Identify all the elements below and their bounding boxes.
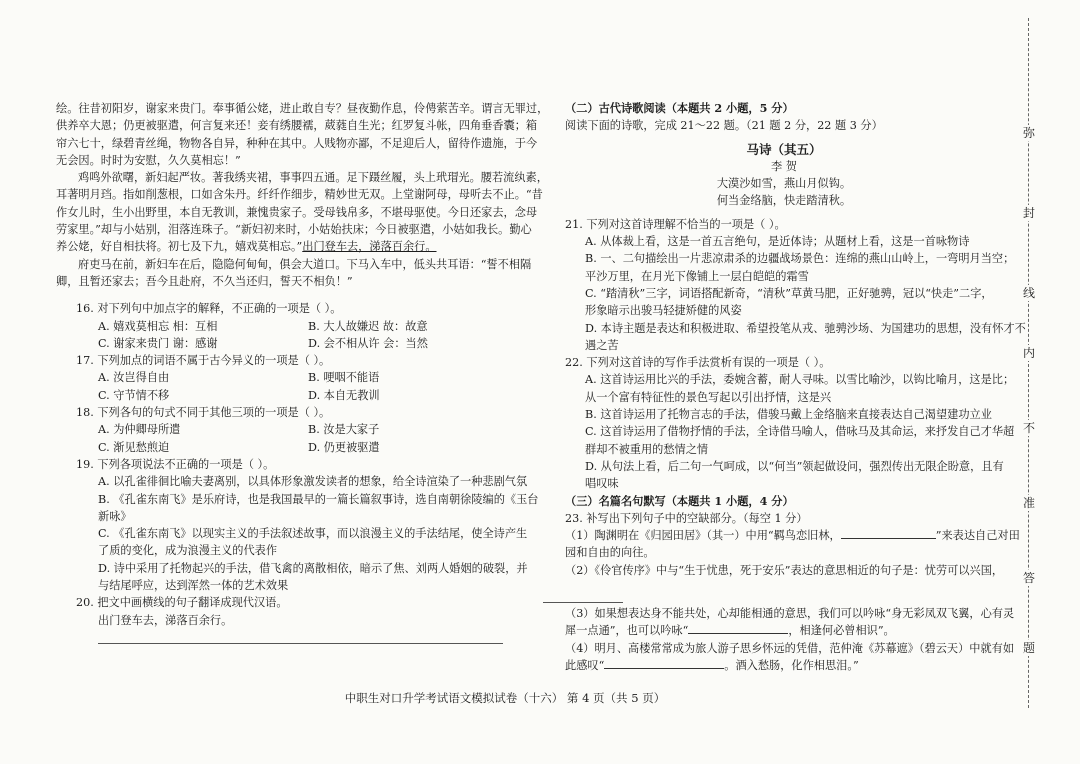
passage-line: 无会因。时时为安慰，久久莫相忘！” — [56, 153, 241, 167]
fill-line — [565, 622, 1003, 639]
passage-text: 养公姥，好自相扶将。初七及下九，嬉戏莫相忘。” — [56, 240, 303, 254]
binding-char: 题 — [1020, 640, 1038, 656]
question-20: 20. 把文中画横线的句子翻译成现代汉语。 — [76, 596, 288, 610]
fill-text: 此感叹“ — [565, 658, 605, 672]
option-line: C. 这首诗运用了借物抒情的手法，全诗借马喻人，借咏马及其命运，来抒发自己才华超 — [585, 425, 1015, 439]
option-line: A. 以孔雀徘徊比喻夫妻离别，以具体形象激发读者的想象，给全诗渲染了一种悲剧气氛 — [98, 475, 528, 489]
question-21: 21. 下列对这首诗理解不恰当的一项是（ ）。 — [565, 217, 786, 231]
fill-text: ，相逢何必曾相识”。 — [788, 624, 895, 638]
option-line: D. 从句法上看，后二句一气呵成，以“何当”领起做设问，强烈传出无限企盼意，且有 — [585, 459, 1004, 473]
option-c: C. 谢家来贵门 谢：感谢 — [98, 336, 218, 350]
passage-line: 耳著明月珰。指如削葱根，口如含朱丹。纤纤作细步，精妙世无双。上堂谢阿母，母听去不止。“昔 — [56, 188, 543, 202]
option-b: B. 哽咽不能语 — [308, 371, 380, 385]
poem-author: 李 贺 — [771, 159, 797, 173]
passage-line: 作女儿时，生小出野里，本自无教训，兼愧贵家子。受母钱帛多，不堪母驱使。今日还家去，念母 — [56, 205, 538, 219]
poem-line: 大漠沙如雪，燕山月似钩。 — [716, 177, 852, 191]
fill-line: （2）《伶官传序》中与“生于忧患，死于安乐”表达的意思相近的句子是：忧劳可以兴国， — [565, 563, 1004, 577]
question-19: 19. 下列各项说法不正确的一项是（ ）。 — [76, 457, 275, 471]
fill-line: （3）如果想表达身不能共处，心却能相通的意思，我们可以吟咏“身无彩凤双飞翼，心有灵 — [565, 607, 1015, 621]
binding-char: 弥 — [1020, 125, 1038, 141]
option-d: D. 本自无教训 — [308, 388, 380, 402]
option-a: A. 为仲卿母所遣 — [98, 423, 181, 437]
option-line: B. 《孔雀东南飞》是乐府诗，也是我国最早的一篇长篇叙事诗，选自南朝徐陵编的《玉台 — [98, 492, 539, 506]
option-line: A. 这首诗运用比兴的手法，委婉含蓄，耐人寻味。以雪比喻沙，以钩比喻月，这是比； — [585, 373, 1015, 387]
fill-line: （4）明月、高楼常常成为旅人游子思乡怀远的凭借，范仲淹《苏幕遮》（碧云天）中就有如 — [565, 641, 1015, 655]
option-line: 唱叹味 — [585, 477, 619, 491]
option-c: C. 渐见愁煎迫 — [98, 440, 170, 454]
option-line: 了质的变化，成为浪漫主义的代表作 — [98, 544, 278, 558]
option-line: 群却不被重用的愁情之情 — [585, 442, 709, 456]
fill-line: 园和自由的向往。 — [565, 546, 655, 560]
option-line: 遇之苦 — [585, 338, 619, 352]
question-23: 23. 补写出下列句子中的空缺部分。（每空 1 分） — [565, 511, 808, 525]
fill-blank[interactable] — [841, 527, 936, 539]
option-line: 形象暗示出骏马轻捷矫健的风姿 — [585, 304, 742, 318]
answer-line — [543, 602, 623, 603]
fill-line — [565, 527, 1020, 544]
option-line: 平沙万里，在月光下像铺上一层白皑皑的霜雪 — [585, 269, 809, 283]
option-d: D. 仍更被驱遣 — [308, 440, 380, 454]
binding-char: 封 — [1020, 205, 1038, 221]
fill-text: 犀一点通”，也可以吟咏“ — [565, 624, 689, 638]
binding-char: 答 — [1020, 570, 1038, 586]
translate-sentence: 出门登车去，涕落百余行。 — [98, 613, 233, 627]
option-b: B. 大人故嫌迟 故：故意 — [308, 319, 428, 333]
binding-char: 线 — [1020, 285, 1038, 301]
option-b: B. 汝是大家子 — [308, 423, 380, 437]
passage-line: 供养卒大恩；仍更被驱遣，何言复来还！妾有绣腰襦，葳蕤自生光；红罗复斗帐，四角垂香囊；箱 — [56, 119, 538, 133]
right-column — [565, 100, 1026, 674]
fill-text: 。酒入愁肠，化作相思泪。” — [724, 658, 859, 672]
fill-text: （1）陶渊明在《归园田居》（其一）中用“羁鸟恋旧林， — [565, 529, 841, 543]
passage-line: 卿，且暂还家去；吾今且赴府，不久当还归，誓天不相负！” — [56, 274, 353, 288]
passage-line: 帘六七十，绿碧青丝绳，物物各自异，种种在其中。人贱物亦鄙，不足迎后人，留待作遗施，于今 — [56, 136, 538, 150]
option-line: A. 从体裁上看，这是一首五言绝句，是近体诗；从题材上看，这是一首咏物诗 — [585, 235, 970, 249]
underlined-sentence: 出门登车去，涕落百余行。 — [302, 240, 437, 254]
poem-title: 马诗（其五） — [746, 141, 822, 157]
question-18: 18. 下列各句的句式不同于其他三项的一项是（ ）。 — [76, 406, 331, 420]
page-footer: 中职生对口升学考试语文模拟试卷（十六） 第 4 页（共 5 页） — [344, 691, 666, 705]
binding-char: 准 — [1020, 495, 1038, 511]
option-d: D. 会不相从许 会：当然 — [308, 336, 428, 350]
option-line: C. “踏清秋”三字，词语搭配新奇，“清秋”草黄马肥，正好驰骋，冠以“快走”二字， — [585, 286, 993, 300]
option-a: A. 汝岂得自由 — [98, 371, 170, 385]
question-22: 22. 下列对这首诗的写作手法赏析有误的一项是（ ）。 — [565, 356, 831, 370]
option-a: A. 嬉戏莫相忘 相：互相 — [98, 319, 218, 333]
question-16: 16. 对下列句中加点字的解释，不正确的一项是（ ）。 — [76, 302, 342, 316]
question-17: 17. 下列加点的词语不属于古今异义的一项是（ ）。 — [76, 354, 331, 368]
answer-line — [98, 643, 503, 644]
option-line: 与结尾呼应，达到浑然一体的艺术效果 — [98, 579, 289, 593]
binding-margin — [1018, 0, 1040, 764]
section-heading: （三）名篇名句默写（本题共 1 小题，4 分） — [565, 493, 794, 508]
passage-line: 劳家里。”却与小姑别，泪落连珠子。“新妇初来时，小姑始扶床；今日被驱遣，小姑如我长。勤心 — [56, 223, 532, 237]
instruction: 阅读下面的诗歌，完成 21～22 题。（21 题 2 分，22 题 3 分） — [565, 119, 883, 133]
option-line: D. 本诗主题是表达和积极进取、希望投笔从戎、驰骋沙场、为国建功的思想，没有怀才不 — [585, 321, 1026, 335]
passage-line — [56, 238, 518, 255]
option-c: C. 守节情不移 — [98, 388, 170, 402]
fill-text: ”来表达自己对田 — [935, 529, 1020, 543]
option-line: C. 《孔雀东南飞》以现实主义的手法叙述故事，而以浪漫主义的手法结尾，使全诗产生 — [98, 527, 528, 541]
passage-line: 府吏马在前，新妇车在后，隐隐何甸甸，俱会大道口。下马入车中，低头共耳语：“誓不相隔 — [78, 257, 532, 271]
fill-blank[interactable] — [604, 657, 724, 669]
option-line: D. 诗中采用了托物起兴的手法，借飞禽的离散相依，暗示了焦、刘两人婚姻的破裂，并 — [98, 561, 528, 575]
left-column — [56, 100, 549, 629]
passage-line: 绘。往昔初阳岁，谢家来贵门。奉事循公姥，进止敢自专？昼夜勤作息，伶俜萦苦辛。谓言无罪过， — [56, 102, 549, 115]
option-line: B. 一、二句描绘出一片悲凉肃杀的边疆战场景色：连绵的燕山山岭上，一弯明月当空； — [585, 252, 1015, 266]
seal-line — [1028, 18, 1029, 708]
fill-line — [565, 657, 1003, 674]
binding-char: 内 — [1020, 345, 1038, 361]
poem-line: 何当金络脑，快走踏清秋。 — [716, 194, 852, 208]
option-line: 新咏》 — [98, 509, 132, 523]
section-heading: （二）古代诗歌阅读（本题共 2 小题，5 分） — [565, 101, 794, 115]
option-line: 从一个富有特征性的景色写起以引出抒情，这是兴 — [585, 390, 832, 404]
fill-blank[interactable] — [688, 622, 788, 634]
passage-line: 鸡鸣外欲曙，新妇起严妆。著我绣夹裙，事事四五通。足下蹑丝履，头上玳瑁光。腰若流纨素， — [78, 171, 548, 185]
option-line: B. 这首诗运用了托物言志的手法，借骏马戴上金络脑来直接表达自己渴望建功立业 — [585, 408, 992, 422]
binding-char: 不 — [1020, 420, 1038, 436]
